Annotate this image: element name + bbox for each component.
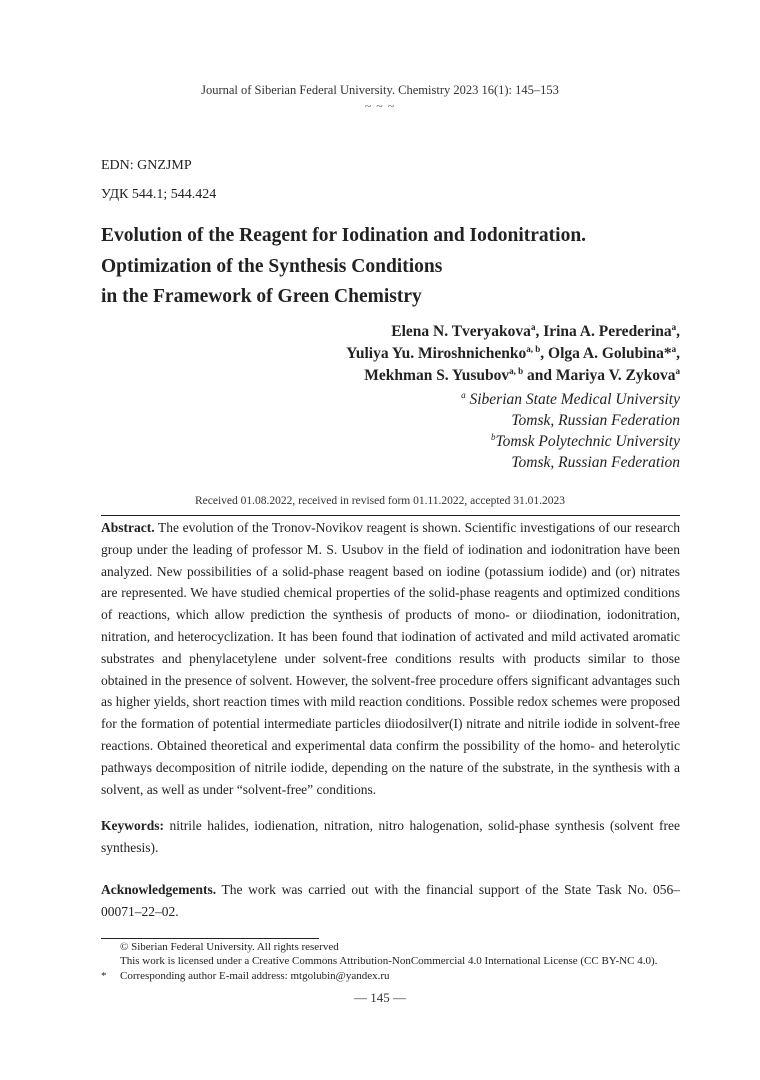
edn-code: EDN: GNZJMP xyxy=(101,158,192,173)
page-number: — 145 — xyxy=(354,990,406,1005)
title-line-3: in the Framework of Green Chemistry xyxy=(101,286,422,307)
license-note: This work is licensed under a Creative Commons Attribution-NonCommercial 4.0 International License (CC BY-NC 4.0). xyxy=(120,955,658,967)
title-line-1: Evolution of the Reagent for Iodination and Iodonitration. xyxy=(101,225,587,246)
acknowledgements xyxy=(101,879,680,923)
author-name: Olga A. Golubina*$^a$ xyxy=(548,343,677,362)
abstract xyxy=(101,517,680,800)
journal-header: Journal of Siberian Federal University. Chemistry 2023 16(1): 145–153 xyxy=(201,83,559,97)
keywords-text: nitrile halides, iodienation, nitration, nitro halogenation, solid-phase synthesis (solvent free synthesis). xyxy=(101,818,680,855)
keywords-label: Keywords: xyxy=(101,818,164,833)
footnote-mark: * xyxy=(101,970,107,982)
abstract-label: Abstract. xyxy=(101,520,155,535)
received-dates: Received 01.08.2022, received in revised form 01.11.2022, accepted 31.01.2023 xyxy=(194,495,566,507)
header-separator: ~ ~ ~ xyxy=(364,99,396,113)
abstract-text: The evolution of the Tronov-Novikov reagent is shown. Scientific investigations of our research group under the leading of professor M. S. Usubov in the field of iodination and iodonitration have been analyzed. New possibilities of a solid-phase reagent based on iodine (potassium iodide) and (or) nitrates are represented. We have studied chemical properties of the solid-phase reagents and optimized conditions of reactions, which allow prediction the synthesis of products of mono- or diiodination, iodonitration, nitration, and heterocyclization. It has been found that iodination of activated and mild activated aromatic substrates and phenylacetylene under solvent-free conditions results with products similar to those obtained in the presence of solvent. However, the solvent-free procedure offers significant advantages such as higher yields, short reaction times with mild reaction conditions. Possible redox schemes were proposed for the formation of potential intermediate particles diiodosilver(I) nitrate and nitrile iodide in solvent-free reactions. Obtained theoretical and experimental data confirm the possibility of the homo- and heterolytic pathways decomposition of nitrile iodide, depending on the nature of the substrate, in the synthesis with a solvent, as well as under “solvent-free” conditions. xyxy=(101,520,680,797)
acknowledgements-label: Acknowledgements. xyxy=(101,882,217,897)
author-line-1: Elena N. Tveryakova$^a$, Irina A. Perederina$^a$, xyxy=(391,321,680,340)
affiliation-b: $^b$Tomsk Polytechnic University xyxy=(490,431,680,450)
affiliations xyxy=(461,389,680,473)
copyright-note: © Siberian Federal University. All rights reserved xyxy=(120,941,339,953)
author-name: Elena N. Tveryakova$^a$ xyxy=(391,321,536,340)
author-line-3: Mekhman S. Yusubov$^{a, b}$ and Mariya V. Zykova$^a$ xyxy=(364,365,680,384)
footnote-divider xyxy=(101,938,319,939)
author-name: Mekhman S. Yusubov$^{a, b}$ xyxy=(364,365,524,384)
author-name: Yuliya Yu. Miroshnichenko$^{a, b}$ xyxy=(346,343,541,362)
affiliation-b-city: Tomsk, Russian Federation xyxy=(511,454,680,471)
affiliation-a: $^a$ Siberian State Medical University xyxy=(461,389,680,408)
acknowledgements-text: The work was carried out with the financial support of the State Task No. 056–00071–22–02. xyxy=(101,882,680,919)
corresponding-author-note: Corresponding author E-mail address: mtgolubin@yandex.ru xyxy=(120,970,390,982)
article-title xyxy=(101,221,701,313)
divider xyxy=(101,515,680,516)
keywords xyxy=(101,815,680,859)
udk-code: УДК 544.1; 544.424 xyxy=(101,187,217,202)
author-name: Mariya V. Zykova$^a$ xyxy=(555,365,680,384)
title-line-2: Optimization of the Synthesis Conditions xyxy=(101,255,443,277)
author-line-2: Yuliya Yu. Miroshnichenko$^{a, b}$, Olga A. Golubina*$^a$, xyxy=(346,343,680,362)
author-list xyxy=(346,321,680,387)
author-name: Irina A. Perederina$^a$ xyxy=(543,321,677,340)
affiliation-a-city: Tomsk, Russian Federation xyxy=(511,412,680,429)
